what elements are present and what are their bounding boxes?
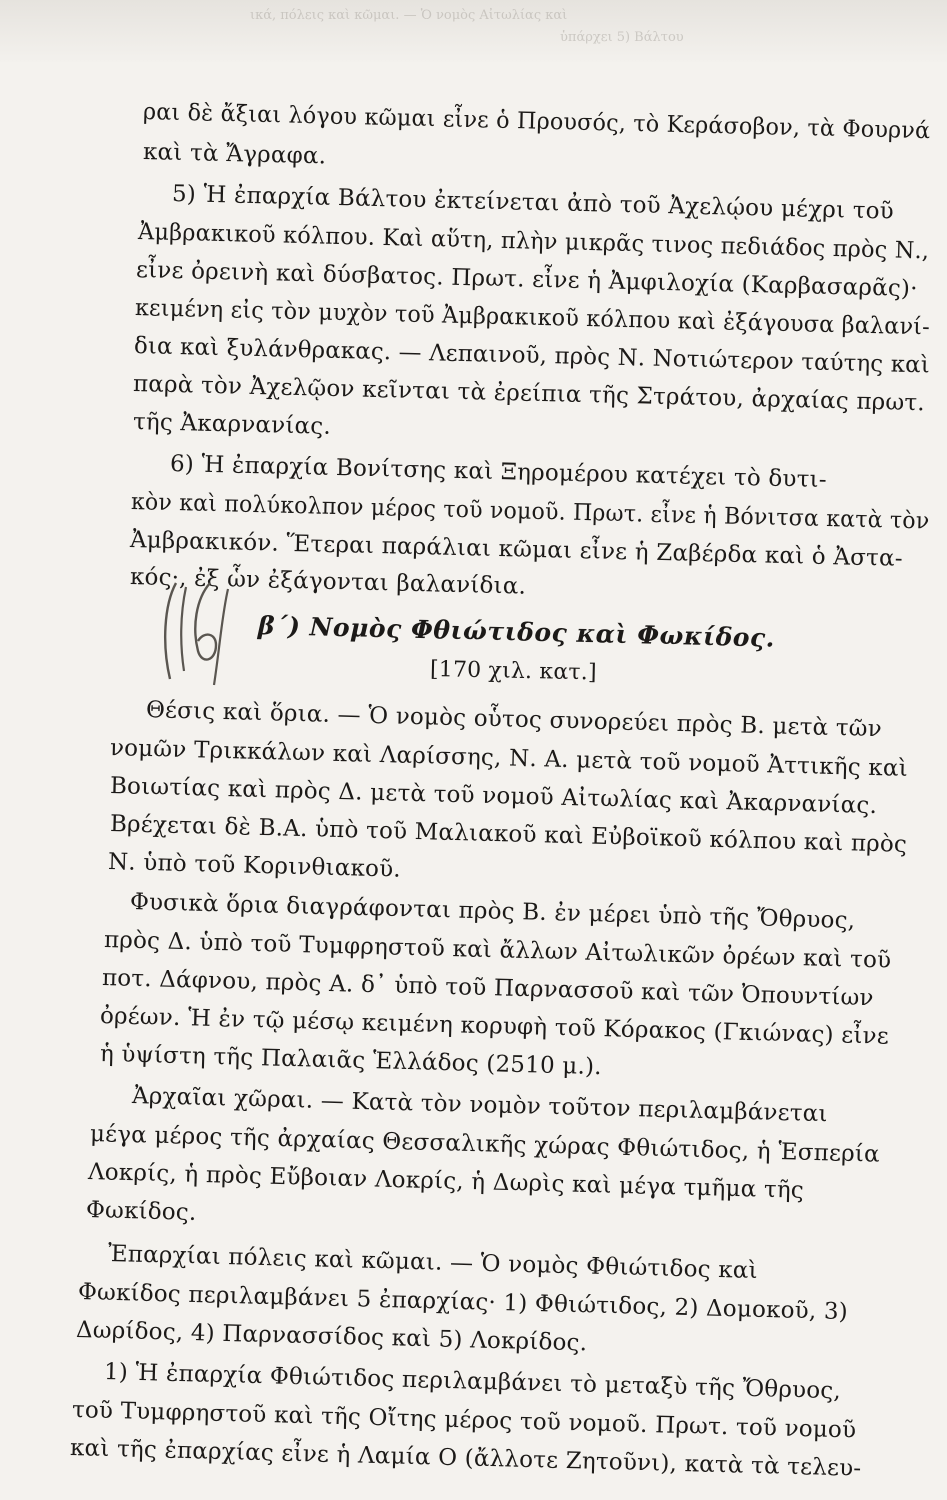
area-label: [170 χιλ. κατ.]: [429, 657, 598, 686]
text-line: τῆς Ἀκαρνανίας.: [132, 409, 332, 440]
text-line: Δωρίδος, 4) Παρνασσίδος καὶ 5) Λοκρίδος.: [75, 1317, 588, 1357]
handwritten-page-mark: [158, 575, 238, 695]
text-line: τοῦ Τυμφρηστοῦ καὶ τῆς Οἴτης μέρος τοῦ νομοῦ. Πρωτ. τοῦ νομοῦ: [71, 1397, 857, 1444]
text-line: κὸν καὶ πολύκολπον μέρος τοῦ νομοῦ. Πρωτ. εἶνε ἡ Βόνιτσα κατὰ τὸν: [130, 489, 930, 535]
text-line: κός·, ἐξ ὧν ἐξάγονται βαλανίδια.: [129, 564, 527, 600]
text-line: Φυσικὰ ὅρια διαγράφονται πρὸς Β. ἐν μέρει ὑπὸ τῆς Ὄθρυος,: [129, 889, 856, 934]
text-line: καὶ τὰ Ἄγραφα.: [142, 139, 327, 170]
ghost-line: ὑπάρχει 5) Βάλτου: [560, 30, 684, 45]
text-line: ραι δὲ ἄξιαι λόγου κῶμαι εἶνε ὁ Προυσός, τὸ Κεράσοβον, τὰ Φουρνά: [142, 99, 931, 145]
text-line: εἶνε ὀρεινὴ καὶ δύσβατος. Πρωτ. εἶνε ἡ Ἀμφιλοχία (Καρβασαρᾶς)·: [135, 257, 918, 303]
text-line: πρὸς Δ. ὑπὸ τοῦ Τυμφρηστοῦ καὶ ἄλλων Αἰτωλικῶν ὀρέων καὶ τοῦ: [103, 927, 892, 974]
text-line: δια καὶ ξυλάνθρακας. — Λεπαινοῦ, πρὸς Ν. Νοτιώτερον ταύτης καὶ: [133, 333, 931, 379]
text-line: 6) Ἡ ἐπαρχία Βονίτσης καὶ Ξηρομέρου κατέχει τὸ δυτι-: [169, 451, 828, 494]
text-line: Ἐπαρχίαι πόλεις καὶ κῶμαι. — Ὁ νομὸς Φθιώτιδος καὶ: [107, 1241, 759, 1285]
text-line: κειμένη εἰς τὸν μυχὸν τοῦ Ἀμβρακικοῦ κόλπου καὶ ἐξάγουσα βαλανί-: [134, 295, 931, 341]
text-line: Βρέχεται δὲ Β.Α. ὑπὸ τοῦ Μαλιακοῦ καὶ Εὐβοϊκοῦ κόλπου καὶ πρὸς: [109, 811, 908, 858]
text-line: Ἀρχαῖαι χῶραι. — Κατὰ τὸν νομὸν τοῦτον περιλαμβάνεται: [131, 1083, 828, 1128]
text-line: νομῶν Τρικκάλων καὶ Λαρίσσης, Ν. Α. μετὰ τοῦ νομοῦ Ἀττικῆς καὶ: [109, 735, 909, 782]
bleed-through-text: [0, 0, 947, 60]
section-heading: β΄) Νομὸς Φθιώτιδος καὶ Φωκίδος.: [257, 611, 776, 653]
text-line: καὶ τῆς ἐπαρχίας εἶνε ἡ Λαμία Ο (ἄλλοτε Ζητοῦνι), κατὰ τὰ τελευ-: [69, 1435, 862, 1482]
text-line: 1) Ἡ ἐπαρχία Φθιώτιδος περιλαμβάνει τὸ μεταξὺ τῆς Ὄθρυος,: [103, 1359, 842, 1405]
text-line: παρὰ τὸν Ἀχελῷον κεῖνται τὰ ἐρείπια τῆς Στράτου, ἀρχαίας πρωτ.: [132, 371, 926, 417]
text-line: ὀρέων. Ἡ ἐν τῷ μέσῳ κειμένη κορυφὴ τοῦ Κόρακος (Γκιώνας) εἶνε: [99, 1003, 890, 1050]
text-line: ἡ ὑψίστη τῆς Παλαιᾶς Ἑλλάδος (2510 μ.).: [99, 1041, 603, 1081]
text-line: Φωκίδος περιλαμβάνει 5 ἐπαρχίας· 1) Φθιώτιδος, 2) Δομοκοῦ, 3): [77, 1279, 849, 1326]
ghost-line: ικά, πόλεις καὶ κῶμαι. — Ὁ νομὸς Αἰτωλίας καὶ: [250, 8, 568, 23]
text-line: 5) Ἡ ἐπαρχία Βάλτου ἐκτείνεται ἀπὸ τοῦ Ἀχελῴου μέχρι τοῦ: [171, 181, 895, 225]
text-line: Ν. ὑπὸ τοῦ Κορινθιακοῦ.: [107, 849, 402, 883]
text-line: Βοιωτίας καὶ πρὸς Δ. μετὰ τοῦ νομοῦ Αἰτωλίας καὶ Ἀκαρνανίας.: [109, 773, 878, 820]
text-line: Φωκίδος.: [85, 1197, 197, 1226]
text-line: Ἀμβρακικόν. Ἕτεραι παράλιαι κῶμαι εἶνε ἡ Ζαβέρδα καὶ ὁ Ἀστα-: [129, 527, 904, 572]
text-line: μέγα μέρος τῆς ἀρχαίας Θεσσαλικῆς χώρας Φθιώτιδος, ἡ Ἑσπερία: [89, 1121, 881, 1168]
text-line: Ἀμβρακικοῦ κόλπου. Καὶ αὕτη, πλὴν μικρᾶς τινος πεδιάδος πρὸς Ν.,: [137, 219, 930, 265]
text-line: Θέσις καὶ ὅρια. — Ὁ νομὸς οὗτος συνορεύει πρὸς Β. μετὰ τῶν: [145, 697, 883, 743]
text-line: Λοκρίς, ἡ πρὸς Εὔβοιαν Λοκρίς, ἡ Δωρὶς καὶ μέγα τμῆμα τῆς: [87, 1159, 805, 1204]
text-line: ποτ. Δάφνου, πρὸς Α. δ᾽ ὑπὸ τοῦ Παρνασσοῦ καὶ τῶν Ὀπουντίων: [101, 965, 874, 1012]
